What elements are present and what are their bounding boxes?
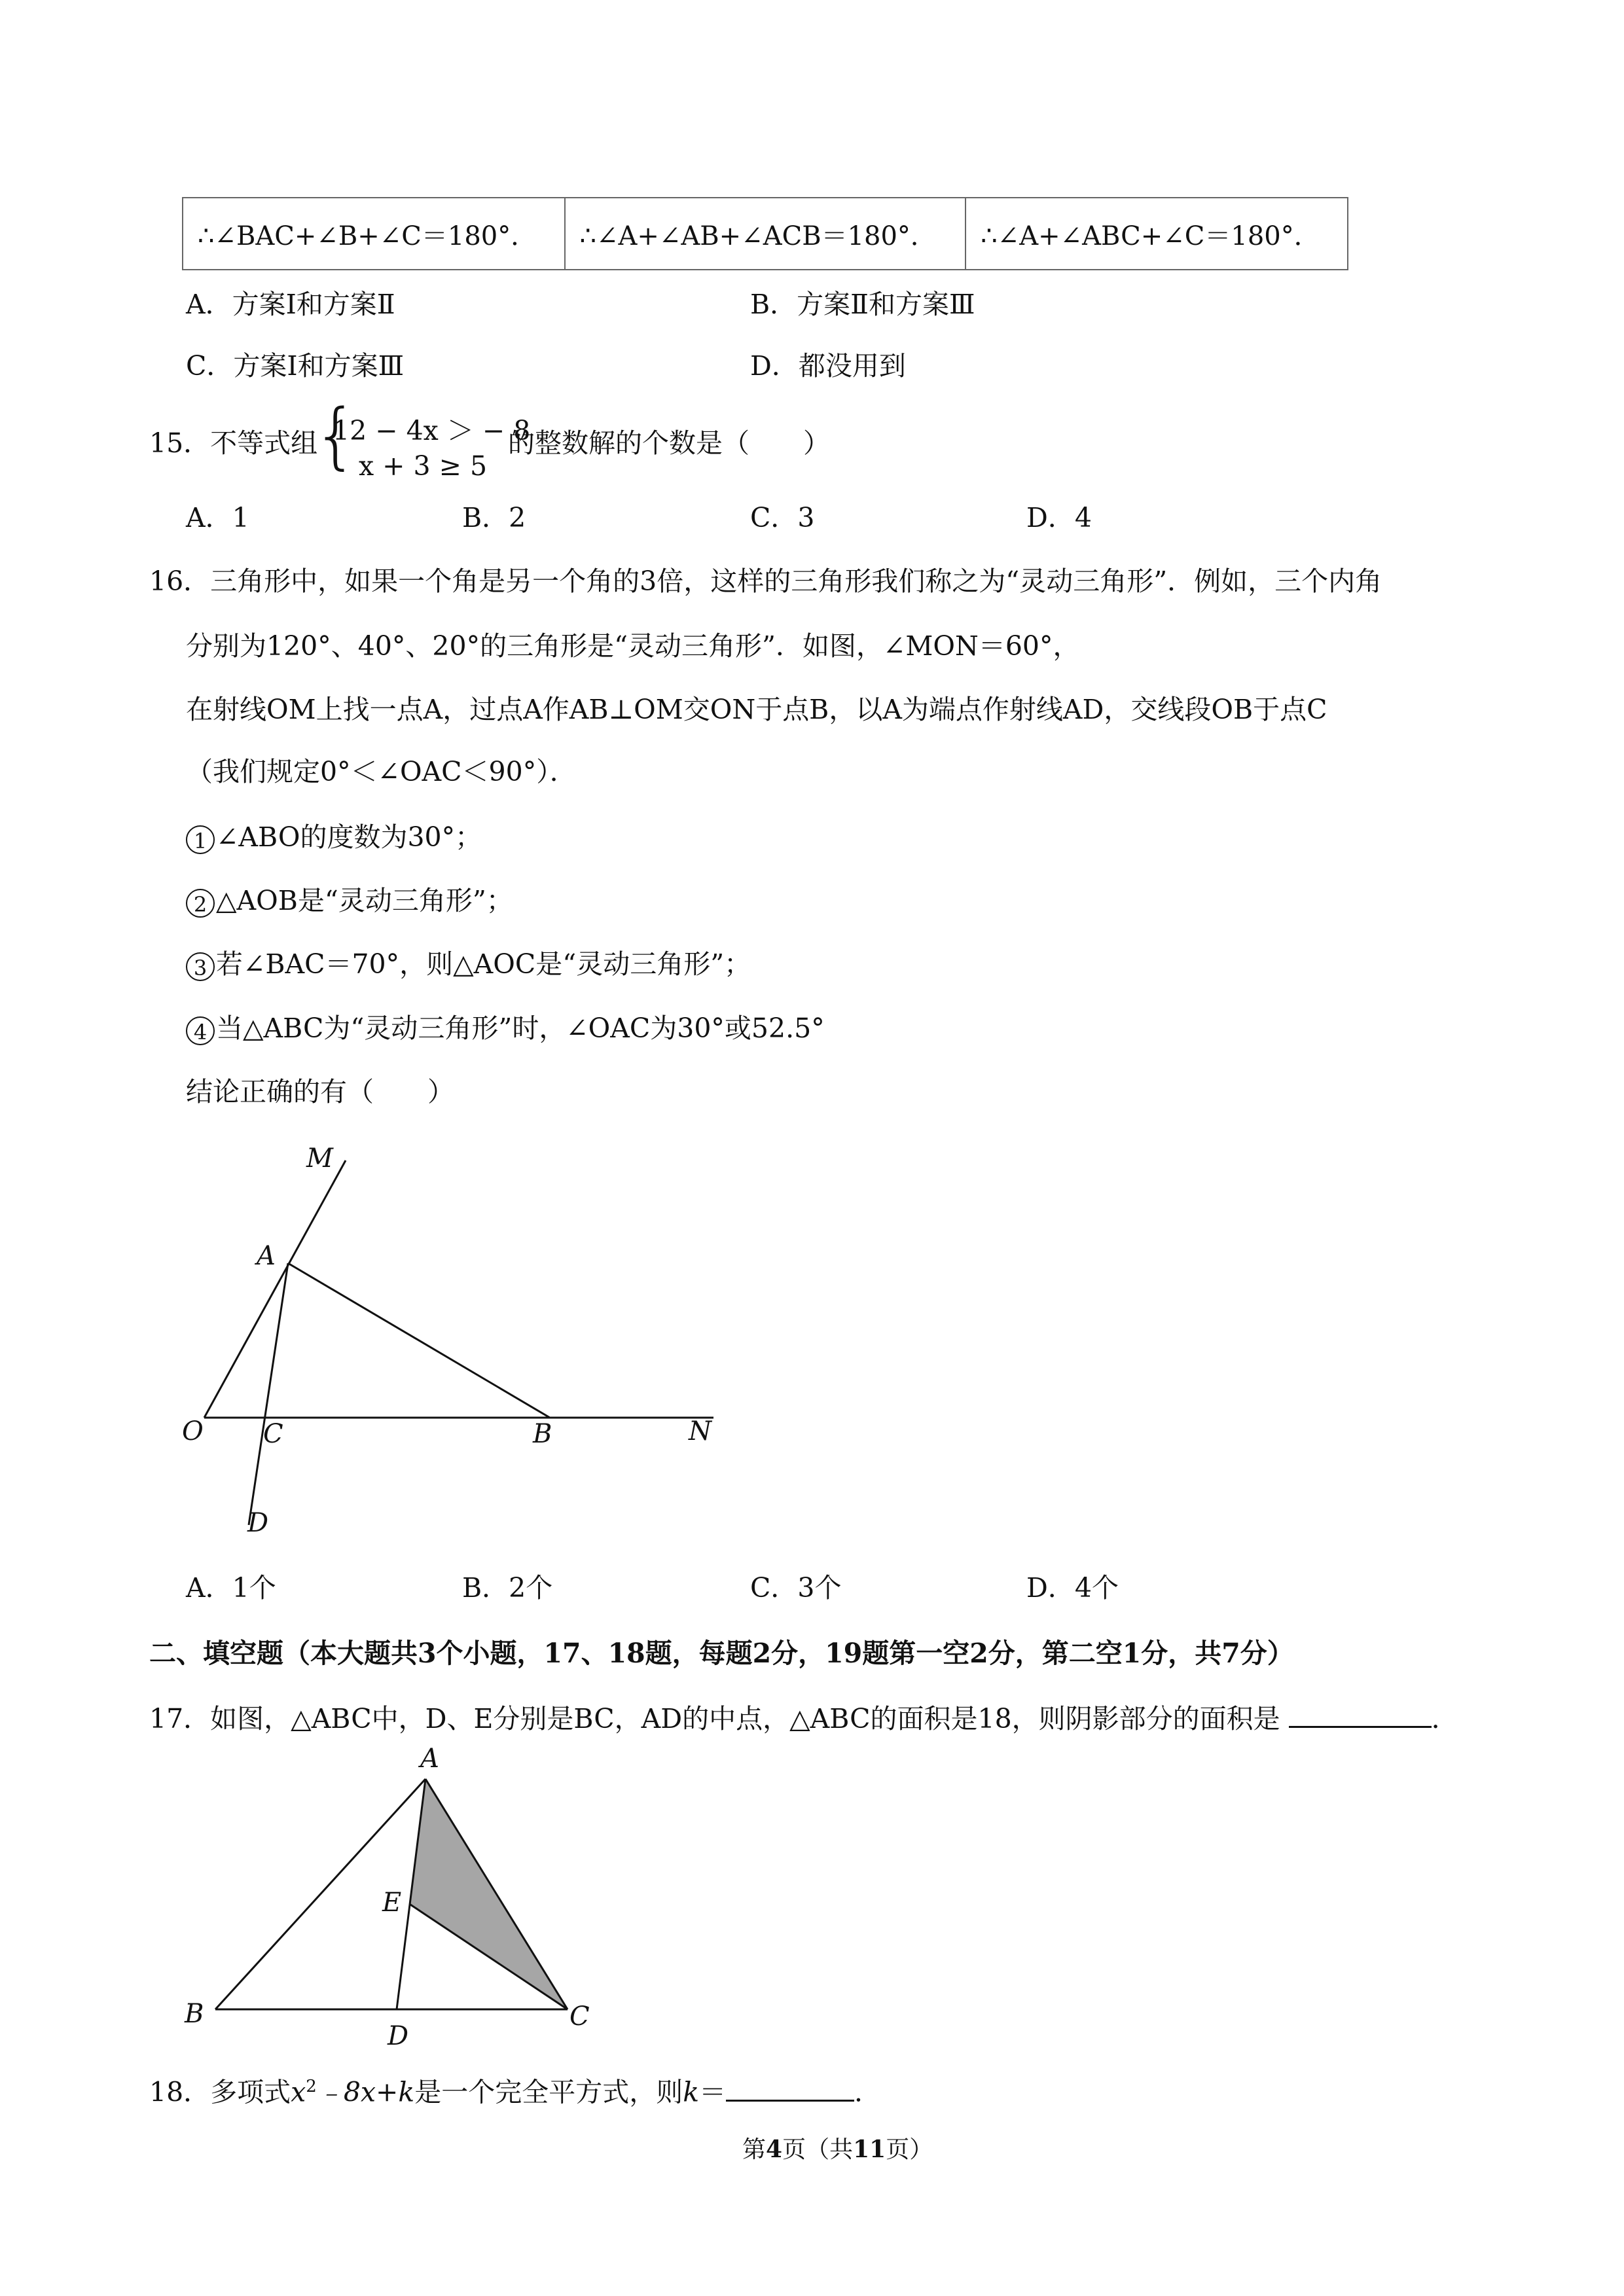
footer-post: 页） bbox=[886, 2136, 933, 2163]
q17-question: 17．如图，△ABC中，D、E分别是BC，AD的中点，△ABC的面积是18，则阴影部分的面积是 bbox=[149, 1703, 1280, 1734]
statement-text: ∠ABO的度数为30°； bbox=[216, 821, 482, 853]
circled-number: 4 bbox=[186, 1016, 215, 1045]
footer-page-number: 4 bbox=[766, 2136, 783, 2163]
q18-poly-exponent: 2 bbox=[306, 2077, 317, 2096]
q14-option-b: B．方案Ⅱ和方案Ⅲ bbox=[750, 289, 975, 320]
q15-inequality-2: x + 3 ≥ 5 bbox=[359, 450, 488, 482]
proof-cell-1: ∴∠BAC+∠B+∠C＝180°． bbox=[183, 198, 565, 270]
proof-cell-2: ∴∠A+∠AB+∠ACB＝180°． bbox=[565, 198, 966, 270]
label-E: E bbox=[382, 1888, 402, 1918]
q14-option-a: A．方案Ⅰ和方案Ⅱ bbox=[186, 289, 395, 320]
q18-poly-x: x bbox=[291, 2076, 306, 2108]
q16-line-4: （我们规定0°＜∠OAC＜90°）． bbox=[186, 756, 577, 787]
footer-total-pages: 11 bbox=[853, 2136, 886, 2163]
label-O: O bbox=[182, 1416, 204, 1446]
q18-poly-rest: ﹣8x+k bbox=[316, 2076, 415, 2108]
q18-answer-blank[interactable] bbox=[726, 2073, 854, 2102]
q15-suffix: 的整数解的个数是（ ） bbox=[508, 427, 830, 459]
label-B: B bbox=[185, 1999, 204, 2029]
statement-text: 当△ABC为“灵动三角形”时，∠OAC为30°或52.5° bbox=[216, 1013, 825, 1044]
label-N: N bbox=[689, 1416, 712, 1446]
q16-line-1: 16．三角形中，如果一个角是另一个角的3倍，这样的三角形我们称之为“灵动三角形”．例如，三个内角 bbox=[149, 565, 1382, 597]
label-D: D bbox=[388, 2021, 409, 2051]
section-heading: 二、填空题（本大题共3个小题，17、18题，每题2分，19题第一空2分，第二空1分，共7分） bbox=[149, 1638, 1294, 1669]
label-A: A bbox=[420, 1744, 439, 1774]
label-A: A bbox=[257, 1241, 276, 1271]
q16-line-3: 在射线OM上找一点A，过点A作AB⊥OM交ON于点B，以A为端点作射线AD，交线段OB于点C bbox=[186, 694, 1327, 725]
q14-option-c: C．方案Ⅰ和方案Ⅲ bbox=[186, 350, 405, 382]
statement-text: △AOB是“灵动三角形”； bbox=[216, 885, 513, 916]
proof-cell-3: ∴∠A+∠ABC+∠C＝180°． bbox=[965, 198, 1348, 270]
q16-option-b: B．2个 bbox=[462, 1572, 553, 1604]
footer-mid: 页（共 bbox=[782, 2136, 854, 2163]
q18-end: ． bbox=[854, 2076, 882, 2108]
q18-eq: ＝ bbox=[699, 2076, 727, 2108]
q15-inequality-1: 12 − 4x ＞ − 8 bbox=[333, 415, 531, 446]
statement-text: 若∠BAC＝70°，则△AOC是“灵动三角形”； bbox=[216, 948, 751, 980]
q14-option-d: D．都没用到 bbox=[750, 350, 906, 382]
q15-option-a: A．1 bbox=[186, 502, 249, 533]
label-C: C bbox=[263, 1419, 283, 1449]
q17-end: ． bbox=[1431, 1703, 1458, 1734]
q15-option-c: C．3 bbox=[750, 502, 815, 533]
label-B: B bbox=[533, 1419, 552, 1449]
q16-option-a: A．1个 bbox=[186, 1572, 276, 1604]
page-footer bbox=[742, 2132, 933, 2167]
footer-pre: 第 bbox=[742, 2136, 767, 2163]
q18-prefix: 18．多项式 bbox=[149, 2076, 291, 2108]
q18-middle: 是一个完全平方式，则 bbox=[414, 2076, 683, 2108]
q16-option-d: D．4个 bbox=[1026, 1572, 1119, 1604]
q15-option-b: B．2 bbox=[462, 502, 526, 533]
circled-number: 2 bbox=[186, 889, 215, 918]
q18-var: k bbox=[683, 2076, 700, 2108]
label-C: C bbox=[569, 2001, 590, 2032]
q18-text bbox=[149, 2070, 881, 2109]
q15-option-d: D．4 bbox=[1026, 502, 1092, 533]
shaded-triangle-AEC bbox=[410, 1779, 568, 2009]
q16-option-c: C．3个 bbox=[750, 1572, 842, 1604]
label-M: M bbox=[306, 1143, 333, 1174]
q16-line-2: 分别为120°、40°、20°的三角形是“灵动三角形”．如图，∠MON＝60°， bbox=[186, 630, 1080, 662]
circled-number: 3 bbox=[186, 952, 215, 981]
brace-glyph: { bbox=[313, 393, 359, 477]
q16-conclusion: 结论正确的有（ ） bbox=[186, 1076, 454, 1107]
label-D: D bbox=[247, 1508, 269, 1538]
q15-prefix: 15．不等式组 bbox=[149, 427, 318, 459]
circled-number: 1 bbox=[186, 825, 215, 854]
